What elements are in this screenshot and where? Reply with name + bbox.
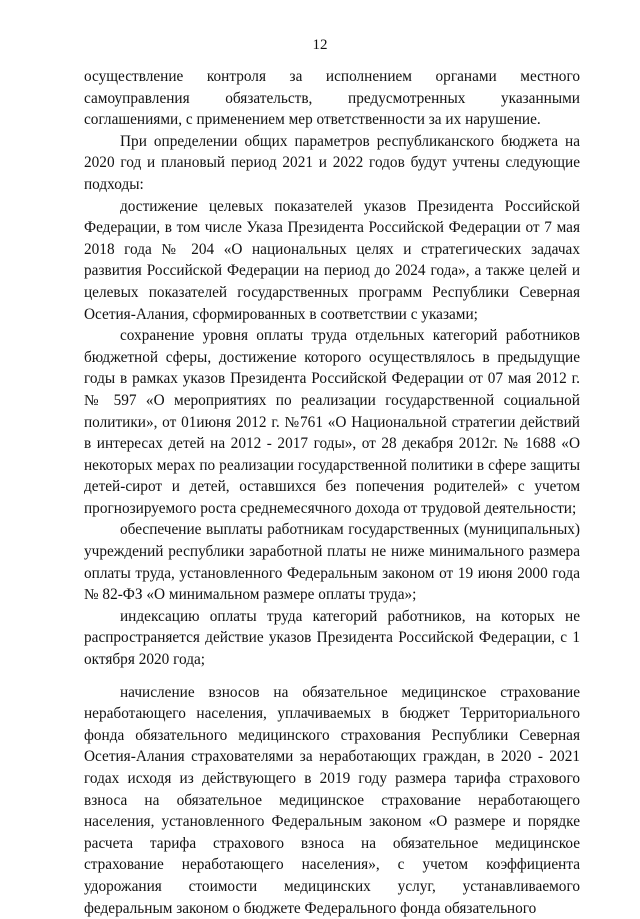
page-number: 12 — [312, 37, 328, 53]
paragraph-indexation: индексацию оплаты труда категорий работников, на которых не распространяется действие указов Президента Российской Федерации, с 1 октября 2020 года; — [84, 607, 580, 669]
document-body — [84, 66, 580, 919]
paragraph-wage-level: сохранение уровня оплаты труда отдельных категорий работников бюджетной сферы, достижение которого осуществлялось в предыдущие годы в рамках указов Президента Российской Федерации от 07 мая 2012 г. № 597 «О мероприятиях по реализации государственной социальной политики», от 01июня 2012 г. №761 «О Национальной стратегии действий в интересах детей на 2012 - 2017 годы», от 28 декабря 2012г. № 1688 «О некоторых мерах по реализации государственной политики в сфере защиты детей-сирот и детей, оставшихся без попечения родителей» с учетом прогнозируемого роста среднемесячного дохода от трудовой деятельности; — [84, 327, 580, 517]
paragraph-targets: достижение целевых показателей указов Президента Российской Федерации, в том числе Указа Президента Российской Федерации от 7 мая 2018 года № 204 «О национальных целях и стратегических задачах развития Российской Федерации на период до 2024 года», а также целей и целевых показателей государственных программ Республики Северная Осетия-Алания, сформированных в соответствии с указами; — [84, 197, 580, 323]
paragraph-budget-approaches: При определении общих параметров республиканского бюджета на 2020 год и плановый период 2021 и 2022 годов будут учтены следующие подходы: — [84, 132, 580, 193]
paragraph-minimum-wage: обеспечение выплаты работникам государственных (муниципальных) учреждений республики заработной платы не ниже минимального размера оплаты труда, установленного Федеральным законом от 19 июня 2000 года № 82-ФЗ «О минимальном размере оплаты труда»; — [84, 521, 580, 604]
paragraph-medical-insurance: начисление взносов на обязательное медицинское страхование неработающего населения, уплачиваемых в бюджет Территориального фонда обязательного медицинского страхования Республики Северная Осетия-Алания страхователями за неработающих граждан, в 2020 - 2021 годах исходя из действующего в 2019 году размера тарифа страхового взноса на обязательное медицинское страхование неработающего населения, установленного Федеральным законом «О размере и порядке расчета тарифа страхового взноса на обязательное медицинское страхование неработающего населения», с учетом коэффициента удорожания стоимости медицинских услуг, устанавливаемого федеральным законом о бюджете Федерального фонда обязательного — [84, 683, 580, 917]
paragraph-continuation: осуществление контроля за исполнением органами местного самоуправления обязательств, предусмотренных указанными соглашениями, с применением мер ответственности за их нарушение. — [84, 68, 580, 129]
